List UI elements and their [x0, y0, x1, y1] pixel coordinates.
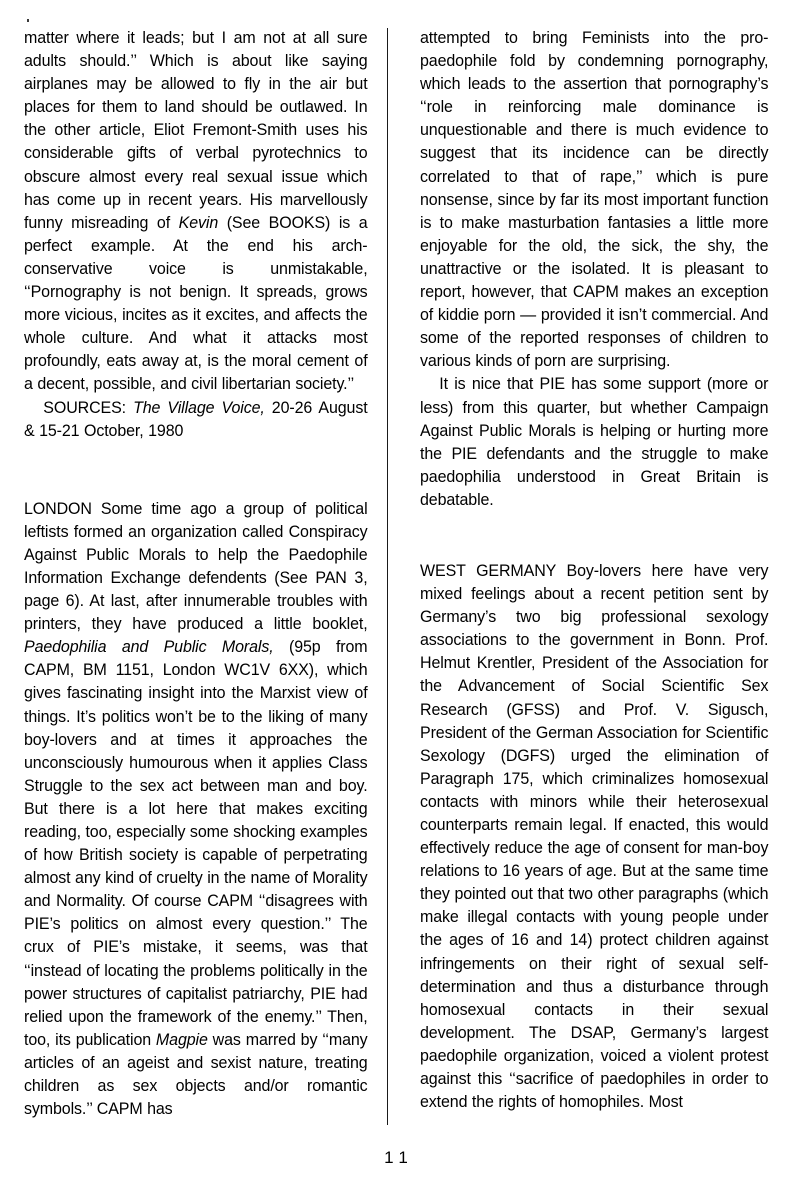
- text-run: (95p from CAPM, BM 1151, London WC1V 6XX), which gives fascinating insight into the Marxist view of things. It’s politics won’t be to the liking of many boy-lovers and at times it approaches the unconsciously humourous when it applies Class Struggle to the sex act between man and boy. But there is a lot here that makes exciting reading, too, especially some shocking examples of how British society is capable of perpetrating almost any kind of cruelty in the name of Morality and Normality. Of course CAPM ‘‘disagrees with PIE’s politics on almost every question.’’ The crux of PIE’s mistake, it seems, was that ‘‘instead of locating the problems politically in the power structures of capitalist patriarchy, PIE had relied upon the framework of the enemy.’’ Then, too, its publication: [24, 637, 368, 1049]
- text-run: LONDON Some time ago a group of political leftists formed an organization called Conspiracy Against Public Morals to help the Paedophile Information Exchange defendents (See PAN 3, page 6). At last, after innumerable troubles with printers, they have produced a little booklet,: [24, 498, 368, 634]
- italic-title-magpie: Magpie: [155, 1029, 208, 1049]
- two-column-text-body: [0, 26, 792, 1126]
- paragraph-london-item: [24, 497, 368, 1121]
- paragraph-sources: [24, 396, 368, 442]
- italic-title-kevin: Kevin: [178, 212, 219, 232]
- page-number: 11: [384, 1148, 414, 1167]
- paragraph-article-continuation: [24, 26, 368, 396]
- paragraph-west-germany-item: WEST GERMANY Boy-lovers here have very mixed feelings about a recent petition sent by Germany’s two big professional sexology associations to the government in Bonn. Prof. Helmut Krentler, President of the Association for the Advancement of Social Scientific Sex Research (GFSS) and Prof. V. Sigusch, President of the German Association for Scientific Sexology (DGFS) urged the elimination of Paragraph 175, which criminalizes homosexual contacts with minors while their heterosexual counterparts remain legal. If enacted, this would effectively reduce the age of consent for man-boy relations to 16 years of age. But at the same time they pointed out that two other paragraphs (which make illegal contacts with young people under the ages of 16 and 14) protect children against infringements on their right of sexual self-determination and thus a disturbance through homosexual contacts in their sexual development. The DSAP, Germany’s largest paedophile organization, voiced a violent protest against this ‘‘sacrifice of paedophiles in order to extend the rights of homophiles. Most: [420, 560, 769, 1112]
- section-spacer: [24, 442, 368, 497]
- paragraph-london-continued: attempted to bring Feminists into the pro-paedophile fold by condemning pornography, which leads to the assertion that pornography’s ‘‘role in reinforcing male dominance is unquestionable and there is much evidence to suggest that its incidence can be directly correlated to that of rape,’’ which is pure nonsense, since by far its most important function is to make masturbation fantasies a little more enjoyable for the old, the sick, the shy, the unattractive or the isolated. It is pleasant to report, however, that CAPM makes an exception of kiddie porn — provided it isn’t commercial. And some of the reported responses of children to various kinds of porn are surprising.: [420, 28, 769, 371]
- right-column: [420, 26, 769, 1113]
- text-run: was marred by ‘‘many articles of an ageist and sexist nature, treating children as sex objects and/or romantic symbols.’’ CAPM has: [24, 1029, 368, 1119]
- sources-label: SOURCES:: [43, 397, 134, 417]
- left-column: [24, 26, 368, 1120]
- italic-title-village-voice: The Village Voice,: [133, 397, 265, 417]
- text-run: matter where it leads; but I am not at all sure adults should.’’ Which is about like saying airplanes may be allowed to fly in the air but places for them to land should be outlawed. In the other article, Eliot Fremont-Smith uses his considerable gifts of verbal pyrotechnics to obscure almost every real sexual issue which has come up in recent years. His marvellously funny misreading of: [24, 28, 368, 232]
- section-spacer: [420, 511, 769, 559]
- scan-artifact-speck: [27, 19, 29, 22]
- sources-detail: 20-26 August & 15-21 October, 1980: [24, 397, 368, 440]
- italic-title-paedophilia-and-public-morals: Paedophilia and Public Morals,: [24, 637, 274, 657]
- paragraph-london-closing: It is nice that PIE has some support (more or less) from this quarter, but whether Campaign Against Public Morals is helping or hurting more the PIE defendants and the struggle to make paedophilia understood in Great Britain is debatable.: [420, 374, 769, 509]
- text-run: (See BOOKS) is a perfect example. At the end his arch-conservative voice is unmistakable, ‘‘Pornography is not benign. It spreads, grows more vicious, incites as it excites, and affects the whole culture. And what it attacks most profoundly, eats away at, is the moral cement of a decent, possible, and civil libertarian society.’’: [24, 212, 368, 394]
